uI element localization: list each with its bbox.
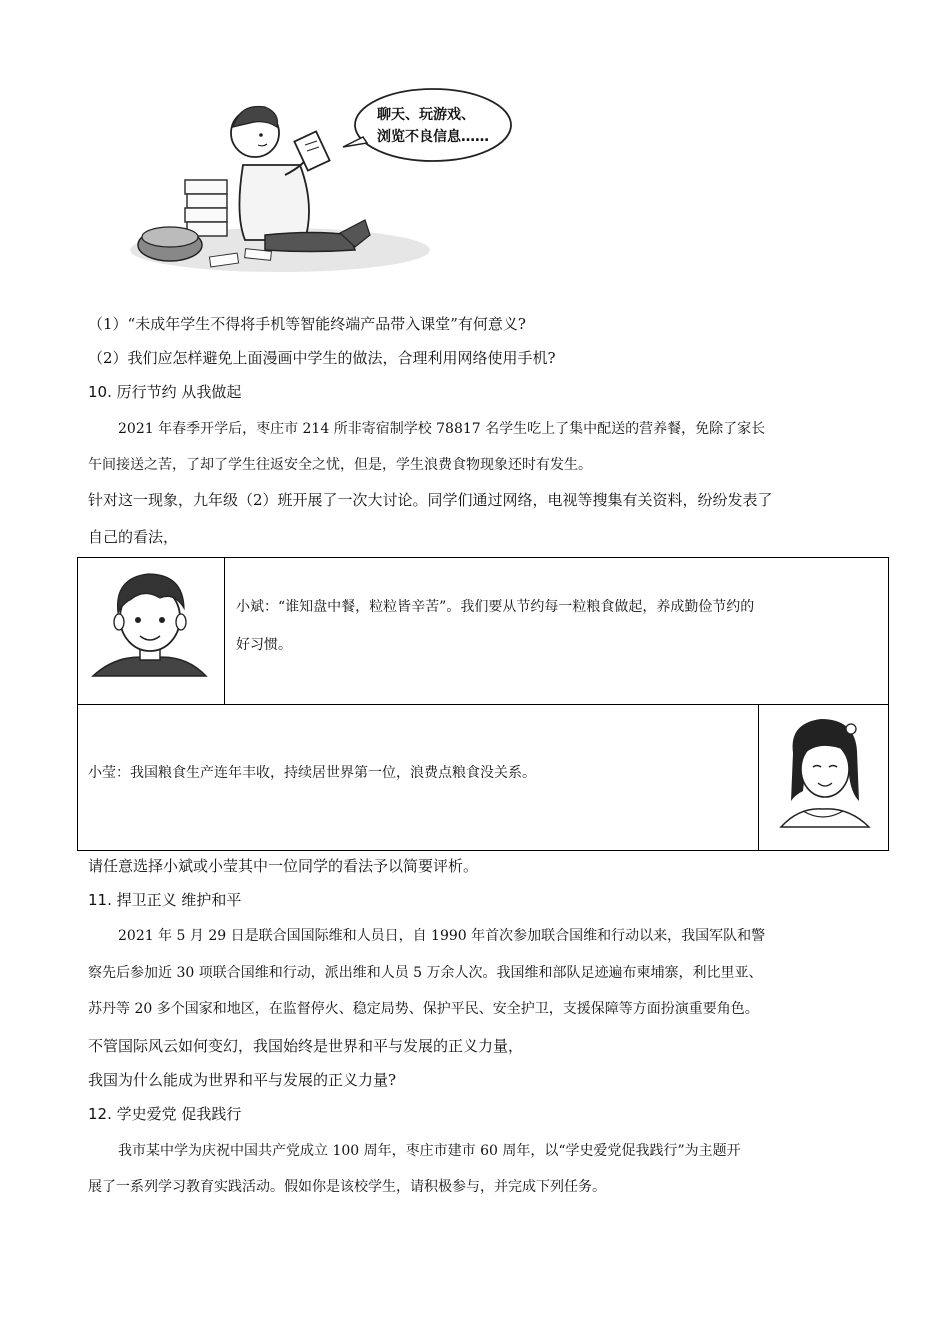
speech-bubble-line-2: 浏览不良信息…… (377, 129, 489, 145)
girl-avatar-icon (759, 705, 888, 850)
cartoon-student-phone (115, 85, 515, 285)
xiaoying-portrait (759, 705, 888, 850)
q10-paragraph-1-line-1: 2021 年春季开学后，枣庄市 214 所非寄宿制学校 78817 名学生吃上了集中配送的营养餐，免除了家长 (118, 421, 766, 437)
table-row-xiaobin (78, 558, 888, 705)
q10-title: 10. 厉行节约 从我做起 (88, 383, 242, 401)
q10-prompt: 请任意选择小斌或小莹其中一位同学的看法予以简要评析。 (88, 857, 479, 875)
q9-subquestion-1: （1）“未成年学生不得将手机等智能终端产品带入课堂”有何意义? (88, 315, 526, 333)
xiaobin-opinion-line-1: 小斌：“谁知盘中餐，粒粒皆辛苦”。我们要从节约每一粒粮食做起，养成勤俭节约的 (236, 599, 755, 615)
opinion-table (77, 557, 889, 851)
q11-paragraph-line-3: 苏丹等 20 多个国家和地区，在监督停火、稳定局势、保护平民、安全护卫，支援保障等方面扮演重要角色。 (88, 1001, 759, 1017)
q12-title: 12. 学史爱党 促我践行 (88, 1105, 242, 1123)
xiaobin-portrait (78, 558, 225, 704)
q11-paragraph-line-1: 2021 年 5 月 29 日是联合国国际维和人员日，自 1990 年首次参加联合国维和行动以来，我国军队和警 (118, 928, 766, 944)
q9-subquestion-2: （2）我们应怎样避免上面漫画中学生的做法，合理利用网络使用手机? (88, 349, 556, 367)
q10-paragraph-2-line-1: 针对这一现象，九年级（2）班开展了一次大讨论。同学们通过网络，电视等搜集有关资料，纷纷发表了 (88, 491, 773, 509)
xiaoying-opinion-text: 小莹：我国粮食生产连年丰收，持续居世界第一位，浪费点粮食没关系。 (88, 765, 536, 781)
cartoon-illustration (115, 85, 515, 285)
boy-avatar-icon (78, 558, 224, 704)
q10-paragraph-1-line-2: 午间接送之苦，了却了学生往返安全之忧，但是，学生浪费食物现象还时有发生。 (88, 457, 592, 473)
q10-paragraph-2-line-2: 自己的看法， (88, 528, 179, 546)
speech-bubble-line-1: 聊天、玩游戏、 (377, 107, 475, 123)
q11-paragraph-line-2: 察先后参加近 30 项联合国维和行动，派出维和人员 5 万余人次。我国维和部队足迹遍布柬埔寨，利比里亚、 (88, 965, 763, 981)
q11-paragraph-line-4: 不管国际风云如何变幻，我国始终是世界和平与发展的正义力量， (88, 1037, 524, 1055)
q12-paragraph-line-1: 我市某中学为庆祝中国共产党成立 100 周年，枣庄市建市 60 周年，以“学史爱党促我践行”为主题开 (118, 1143, 741, 1159)
xiaobin-opinion-cell (225, 558, 888, 704)
q11-title: 11. 捍卫正义 维护和平 (88, 891, 242, 909)
xiaobin-opinion-line-2: 好习惯。 (236, 637, 292, 653)
xiaoying-opinion-cell (78, 705, 759, 850)
q12-paragraph-line-2: 展了一系列学习教育实践活动。假如你是该校学生，请积极参与，并完成下列任务。 (88, 1179, 606, 1195)
table-row-xiaoying (78, 705, 888, 850)
q11-question: 我国为什么能成为世界和平与发展的正义力量? (88, 1071, 397, 1089)
